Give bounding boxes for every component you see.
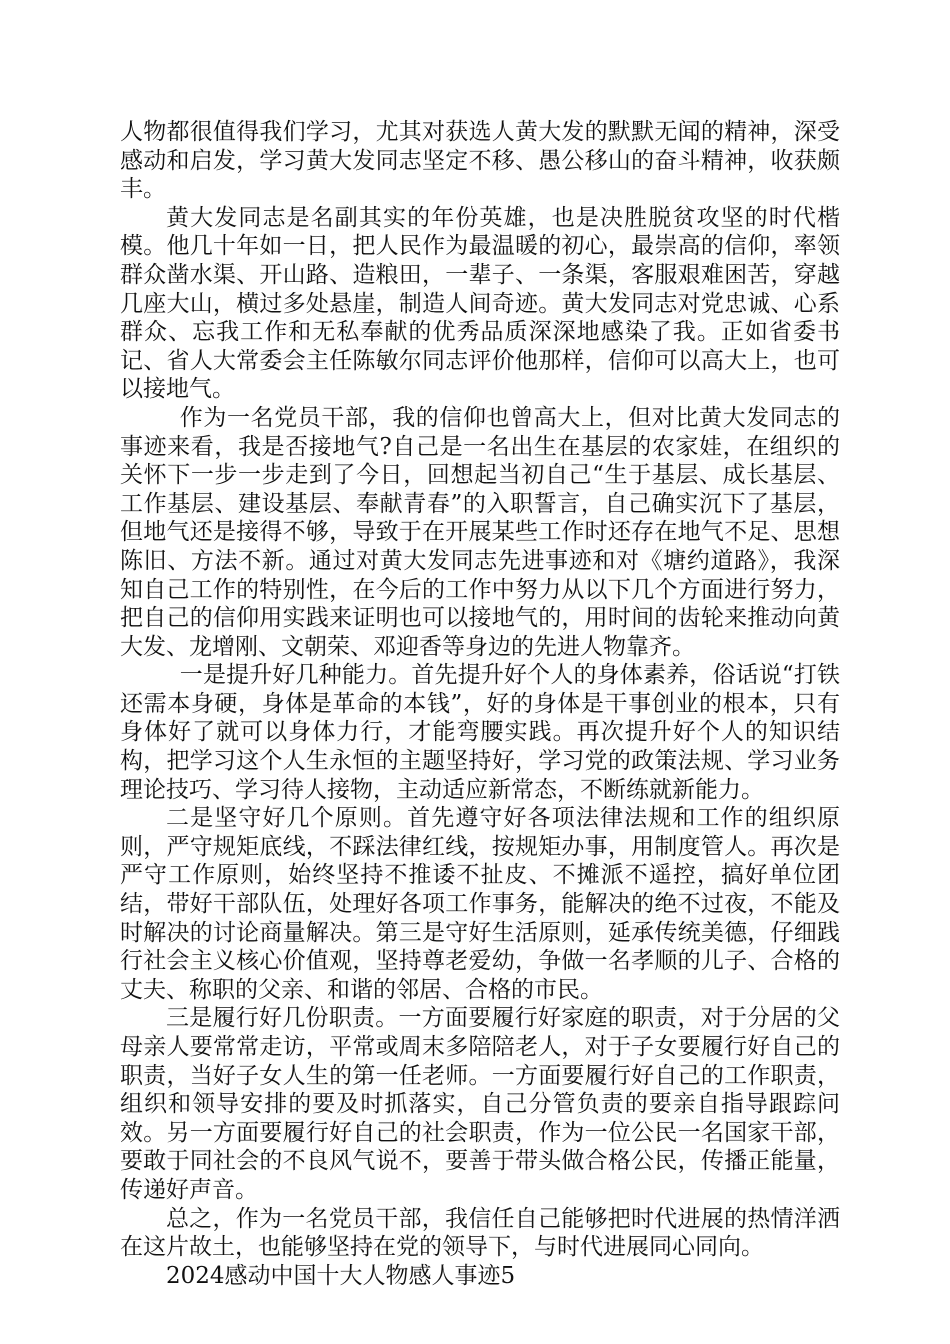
paragraph-duties: 三是履行好几份职责。一方面要履行好家庭的职责，对于分居的父母亲人要常常走访，平常或周末多陪陪老人，对于子女要履行好自己的职责，当好子女人生的第一任老师。一方面要履行好自己的工作职责，组织和领导安排的要及时抓落实，自己分管负责的要亲自指导跟踪问效。另一方面要履行好自己的社会职责，作为一位公民一名国家干部，要敢于同社会的不良风气说不，要善于带头做合格公民，传播正能量，传递好声音。 bbox=[120, 1005, 840, 1203]
paragraph-intro: 人物都很值得我们学习，尤其对获选人黄大发的默默无闻的精神，深受感动和启发，学习黄大发同志坚定不移、愚公移山的奋斗精神，收获颇丰。 bbox=[120, 119, 840, 203]
paragraph-ability: 一是提升好几种能力。首先提升好个人的身体素养，俗话说“打铁还需本身硬，身体是革命的本钱”，好的身体是干事创业的根本，只有身体好了就可以身体力行，才能弯腰实践。再次提升好个人的知识结构，把学习这个人生永恒的主题坚持好，学习党的政策法规、学习业务理论技巧、学习待人接物，主动适应新常态，不断练就新能力。 bbox=[120, 662, 840, 803]
section-heading: 2024感动中国十大人物感人事迹5 bbox=[166, 1262, 516, 1289]
document-body bbox=[120, 118, 840, 1290]
paragraph-huang-dafa: 黄大发同志是名副其实的年份英雄，也是决胜脱贫攻坚的时代楷模。他几十年如一日，把人民作为最温暖的初心，最崇高的信仰，率领群众凿水渠、开山路、造粮田，一辈子、一条渠，客服艰难困苦，穿越几座大山，横过多处悬崖，制造人间奇迹。黄大发同志对党忠诚、心系群众、忘我工作和无私奉献的优秀品质深深地感染了我。正如省委书记、省人大常委会主任陈敏尔同志评价他那样，信仰可以高大上，也可以接地气。 bbox=[120, 204, 840, 403]
paragraph-conclusion: 总之，作为一名党员干部，我信任自己能够把时代进展的热情洋洒在这片故土，也能够坚持在党的领导下，与时代进展同心同向。 bbox=[120, 1205, 840, 1261]
paragraph-party-member: 作为一名党员干部，我的信仰也曾高大上，但对比黄大发同志的事迹来看，我是否接地气?自己是一名出生在基层的农家娃，在组织的关怀下一步一步走到了今日，回想起当初自己“生于基层、成长基层、工作基层、建设基层、奉献青春”的入职誓言，自己确实沉下了基层，但地气还是接得不够，导致于在开展某些工作时还存在地气不足、思想陈旧、方法不新。通过对黄大发同志先进事迹和对《塘约道路》，我深知自己工作的特别性，在今后的工作中努力从以下几个方面进行努力，把自己的信仰用实践来证明也可以接地气的，用时间的齿轮来推动向黄大发、龙增刚、文朝荣、邓迎香等身边的先进人物靠齐。 bbox=[120, 404, 840, 660]
paragraph-principles: 二是坚守好几个原则。首先遵守好各项法律法规和工作的组织原则，严守规矩底线，不踩法律红线，按规矩办事，用制度管人。再次是严守工作原则，始终坚持不推诿不扯皮、不摊派不遥控，搞好单位团结，带好干部队伍，处理好各项工作事务，能解决的绝不过夜，不能及时解决的讨论商量解决。第三是守好生活原则，延承传统美德，仔细践行社会主义核心价值观，坚持尊老爱幼，争做一名孝顺的儿子、合格的丈夫、称职的父亲、和谐的邻居、合格的市民。 bbox=[120, 805, 840, 1003]
